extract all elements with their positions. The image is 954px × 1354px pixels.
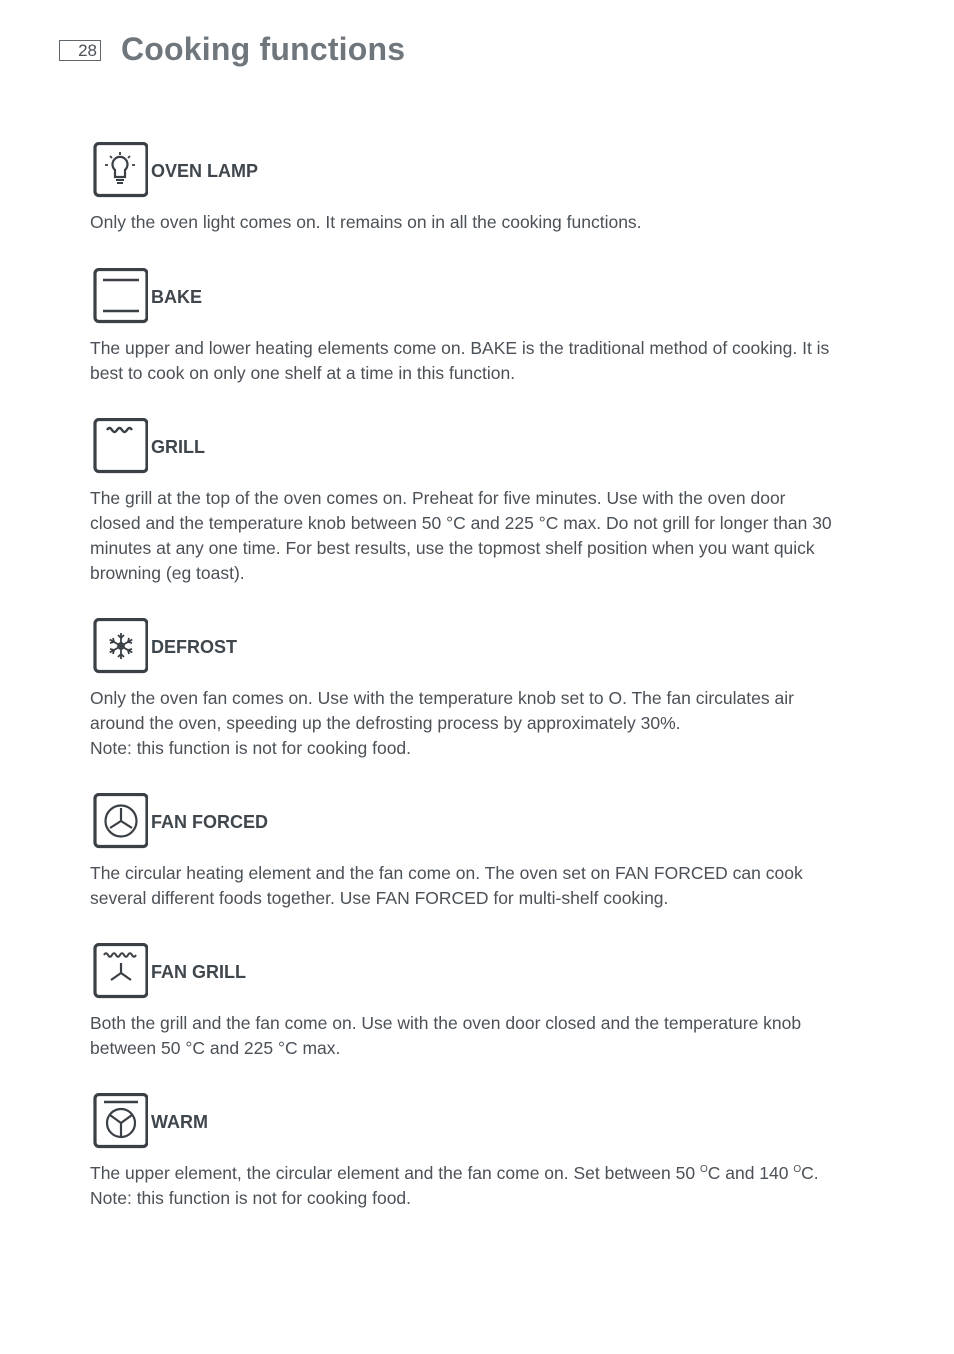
section-defrost (90, 618, 890, 761)
section-text: The grill at the top of the oven comes on. Preheat for five minutes. Use with the oven door closed and the temperature knob between 50 °C and 225 °C max. Do not grill for longer than 30 minutes at any one time. For best results, use the topmost shelf position when you want quick browning (eg toast). (90, 488, 832, 583)
fan-grill-icon (92, 943, 148, 999)
section-text: The upper and lower heating elements come on. BAKE is the traditional method of cooking. It is best to cook on only one shelf at a time in this function. (90, 338, 830, 383)
section-grill (90, 418, 890, 586)
warm-icon (92, 1093, 148, 1149)
bake-icon (92, 268, 148, 324)
section-fan-forced (90, 793, 890, 911)
section-title: OVEN LAMP (151, 160, 259, 181)
section-title: FAN GRILL (151, 961, 246, 982)
section-text: Both the grill and the fan come on. Use with the oven door closed and the temperature knob between 50 °C and 225 °C max. (90, 1013, 802, 1058)
fan-forced-icon (92, 793, 148, 849)
page-number: 28 (59, 40, 101, 61)
section-text: Only the oven fan comes on. Use with the temperature knob set to O. The fan circulates air around the oven, speeding up the defrosting process by approximately 30%. Note: this function is not for cooking food. (90, 688, 794, 758)
defrost-icon (92, 618, 148, 674)
section-text: Only the oven light comes on. It remains on in all the cooking functions. (90, 212, 642, 232)
section-text: The upper element, the circular element and the fan come on. Set between 50 $^O$C and 140 $^O$C. Note: this function is not for cooking food. (90, 1163, 819, 1208)
section-bake (90, 268, 890, 386)
section-title: FAN FORCED (151, 811, 268, 832)
section-fan-grill (90, 943, 890, 1061)
grill-icon (92, 418, 148, 474)
section-oven-lamp (90, 142, 890, 235)
section-text: The circular heating element and the fan come on. The oven set on FAN FORCED can cook several different foods together. Use FAN FORCED for multi-shelf cooking. (90, 863, 803, 908)
section-title: WARM (151, 1111, 208, 1132)
section-warm (90, 1093, 890, 1211)
section-title: BAKE (151, 286, 203, 307)
section-title: GRILL (151, 436, 205, 457)
oven-lamp-icon (92, 142, 148, 198)
page-title: Cooking functions (121, 31, 406, 67)
section-title: DEFROST (151, 636, 238, 657)
